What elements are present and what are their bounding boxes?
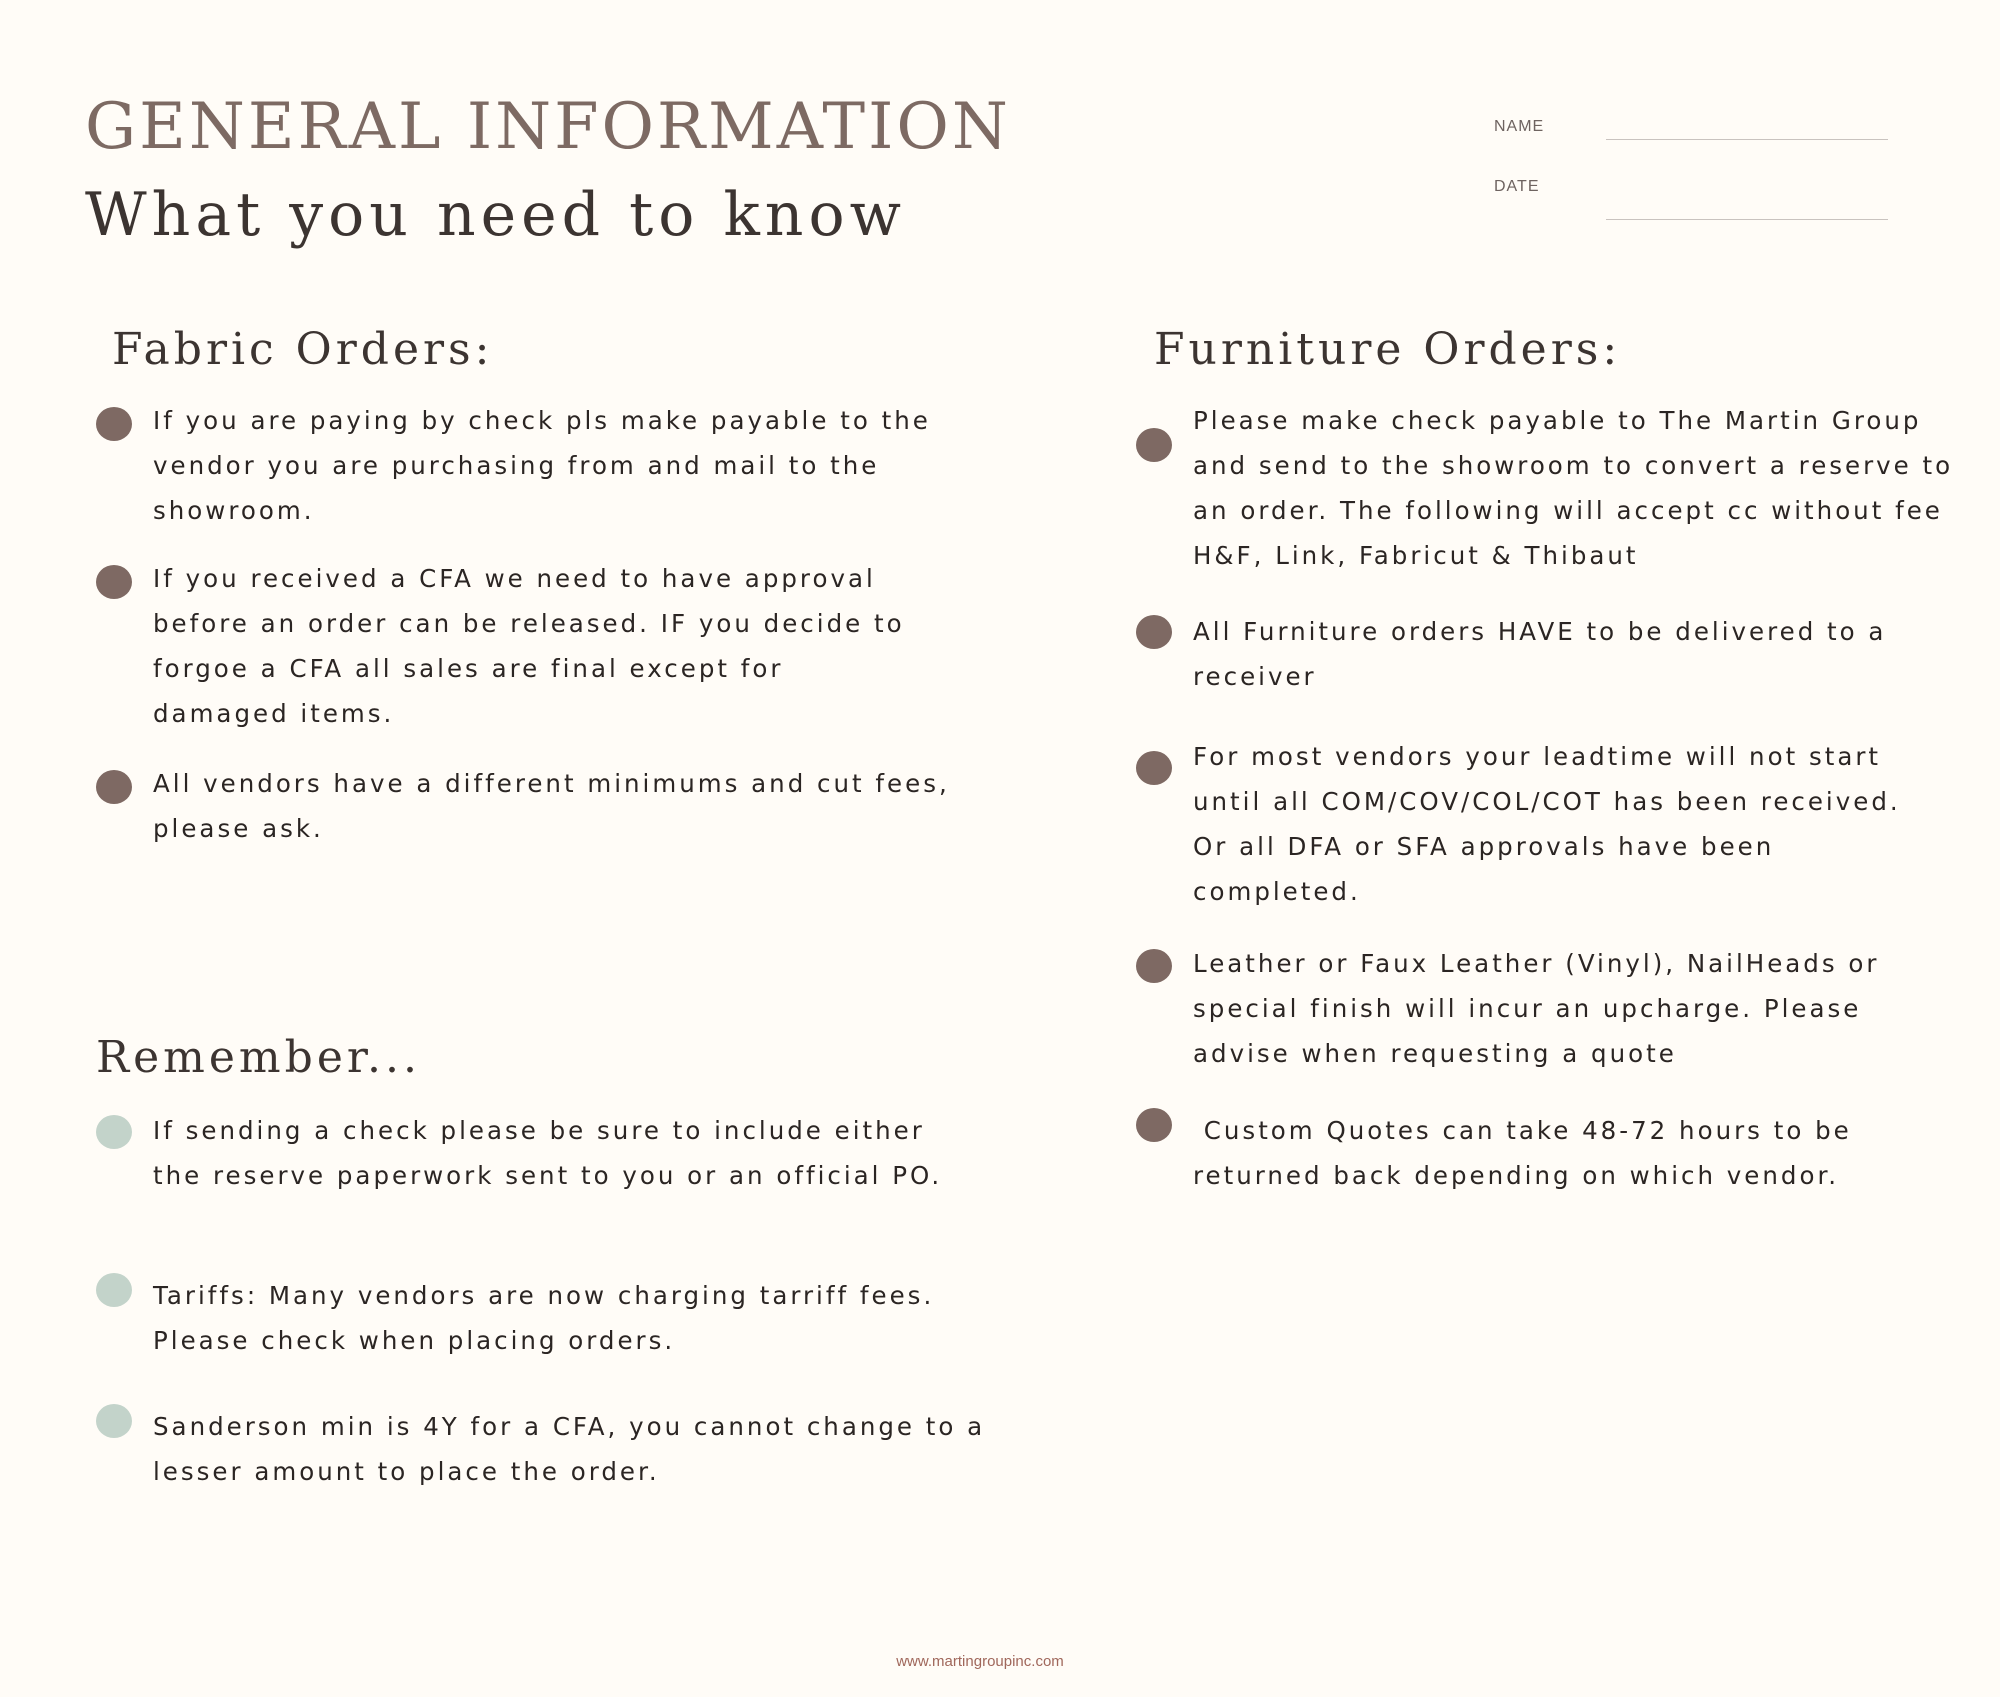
bullet-dot-icon xyxy=(96,407,132,441)
remember-heading: Remember... xyxy=(96,1032,422,1083)
furniture-item-text: Please make check payable to The Martin Group and send to the showroom to convert a reserve to an order. The following will accept cc without fee H&F, Link, Fabricut & Thibaut xyxy=(1193,406,1954,570)
page-title: GENERAL INFORMATION xyxy=(85,90,1011,164)
remember-item-text: Tariffs: Many vendors are now charging tarriff fees. Please check when placing orders. xyxy=(153,1281,935,1355)
fabric-item-text: If you are paying by check pls make payable to the vendor you are purchasing from and mail to the showroom. xyxy=(153,406,931,525)
fabric-item-text: All vendors have a different minimums and cut fees, please ask. xyxy=(153,769,950,843)
furniture-orders-heading: Furniture Orders: xyxy=(1154,324,1622,375)
fabric-orders-heading: Fabric Orders: xyxy=(112,324,494,375)
furniture-item-text: Custom Quotes can take 48-72 hours to be returned back depending on which vendor. xyxy=(1193,1116,1863,1190)
bullet-dot-icon xyxy=(1136,1108,1172,1142)
furniture-item-text: Leather or Faux Leather (Vinyl), NailHeads or special finish will incur an upcharge. Please advise when requesting a quote xyxy=(1193,949,1880,1068)
fabric-item-text: If you received a CFA we need to have approval before an order can be released. IF you decide to forgoe a CFA all sales are final except for damaged items. xyxy=(153,564,905,728)
bullet-dot-icon xyxy=(1136,615,1172,649)
bullet-dot-icon xyxy=(1136,751,1172,785)
bullet-dot-icon xyxy=(1136,949,1172,983)
date-field[interactable] xyxy=(1606,219,1888,220)
furniture-item-text: All Furniture orders HAVE to be delivered to a receiver xyxy=(1193,617,1887,691)
name-field[interactable] xyxy=(1606,139,1888,140)
remember-item-text: Sanderson min is 4Y for a CFA, you cannot change to a lesser amount to place the order. xyxy=(153,1412,986,1486)
footer-website-link[interactable]: www.martingroupinc.com xyxy=(896,1653,1064,1670)
remember-item-text: If sending a check please be sure to include either the reserve paperwork sent to you or an official PO. xyxy=(153,1116,943,1190)
page-subtitle: What you need to know xyxy=(85,180,906,250)
bullet-dot-icon xyxy=(96,1404,132,1438)
furniture-item-text: For most vendors your leadtime will not start until all COM/COV/COL/COT has been received. Or all DFA or SFA approvals have been completed. xyxy=(1193,742,1901,906)
name-label: NAME xyxy=(1494,118,1545,135)
bullet-dot-icon xyxy=(96,1273,132,1307)
bullet-dot-icon xyxy=(96,565,132,599)
bullet-dot-icon xyxy=(96,770,132,804)
bullet-dot-icon xyxy=(96,1115,132,1149)
bullet-dot-icon xyxy=(1136,428,1172,462)
date-label: DATE xyxy=(1494,178,1540,195)
